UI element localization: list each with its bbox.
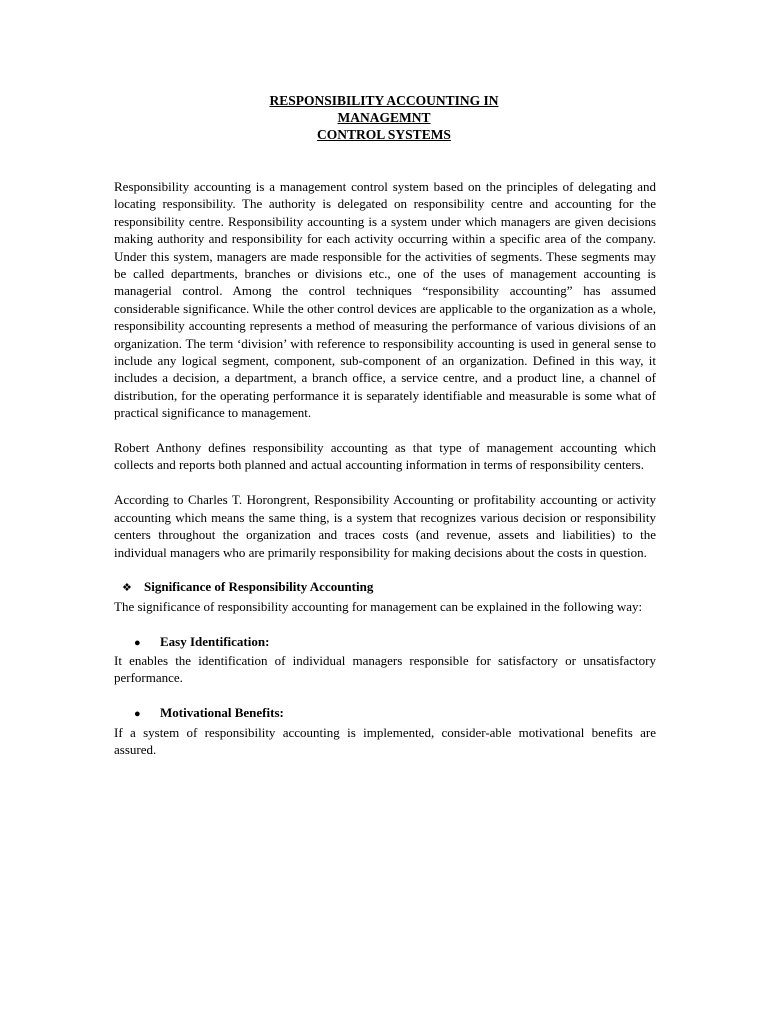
- document-title: [0, 92, 768, 143]
- significance-intro: The significance of responsibility accounting for management can be explained in the following way:: [114, 598, 643, 614]
- point-heading-motivational-benefits: [114, 704, 656, 723]
- bullet-dot-icon: ●: [134, 708, 141, 721]
- significance-heading-text: Significance of Responsibility Accounting: [144, 579, 374, 595]
- document-body: [114, 178, 656, 758]
- bullet-dot-icon: ●: [134, 636, 141, 649]
- anthony-definition-paragraph: Robert Anthony defines responsibility accounting as that type of management accounting which collects and reports both planned and actual accounting information in terms of responsibility centers.: [114, 440, 656, 473]
- point-heading-easy-identification: [114, 633, 656, 652]
- title-line-1: RESPONSIBILITY ACCOUNTING IN: [269, 93, 499, 108]
- intro-paragraph: Responsibility accounting is a management control system based on the principles of delegating and locating responsibility. The authority is delegated on responsibility centre and accounting for the responsibility centre. Responsibility accounting is a system under which managers are given decisions making authority and responsibility for each activity occurring within a specific area of the company. Under this system, managers are made responsible for the activities of segments. These segments may be called departments, branches or divisions etc., one of the uses of management accounting is managerial control. Among the control techniques “responsibility accounting” has assumed considerable significance. While the other control devices are applicable to the organization as a whole, responsibility accounting represents a method of measuring the performance of various divisions of an organization. The term ‘division’ with reference to responsibility accounting is used in general sense to include any logical segment, component, sub-component of an organization. Defined in this way, it includes a decision, a department, a branch office, a service centre, and a product line, a channel of distribution, for the operating performance it is separately identifiable and measurable is some what of practical significance to management.: [114, 179, 656, 421]
- horngren-definition-paragraph: According to Charles T. Horongrent, Responsibility Accounting or profitability accounting or activity accounting which means the same thing, is a system that recognizes various decision or responsibility centers throughout the organization and traces costs (and revenue, assets and liabilities) to the individual managers who are primarily responsibility for making decisions about the costs in question.: [114, 492, 656, 560]
- title-line-3: CONTROL SYSTEMS: [317, 127, 451, 142]
- point-text-motivational-benefits: If a system of responsibility accounting is implemented, consider-able motivational benefits are assured.: [114, 724, 656, 757]
- title-line-2: MANAGEMNT: [337, 110, 431, 125]
- significance-heading: [114, 578, 656, 597]
- point-heading-text: Easy Identification:: [160, 633, 270, 649]
- diamond-bullet-icon: ❖: [122, 582, 132, 595]
- point-heading-text: Motivational Benefits:: [160, 705, 284, 721]
- point-text-easy-identification: It enables the identification of individual managers responsible for satisfactory or unsatisfactory performance.: [114, 652, 656, 686]
